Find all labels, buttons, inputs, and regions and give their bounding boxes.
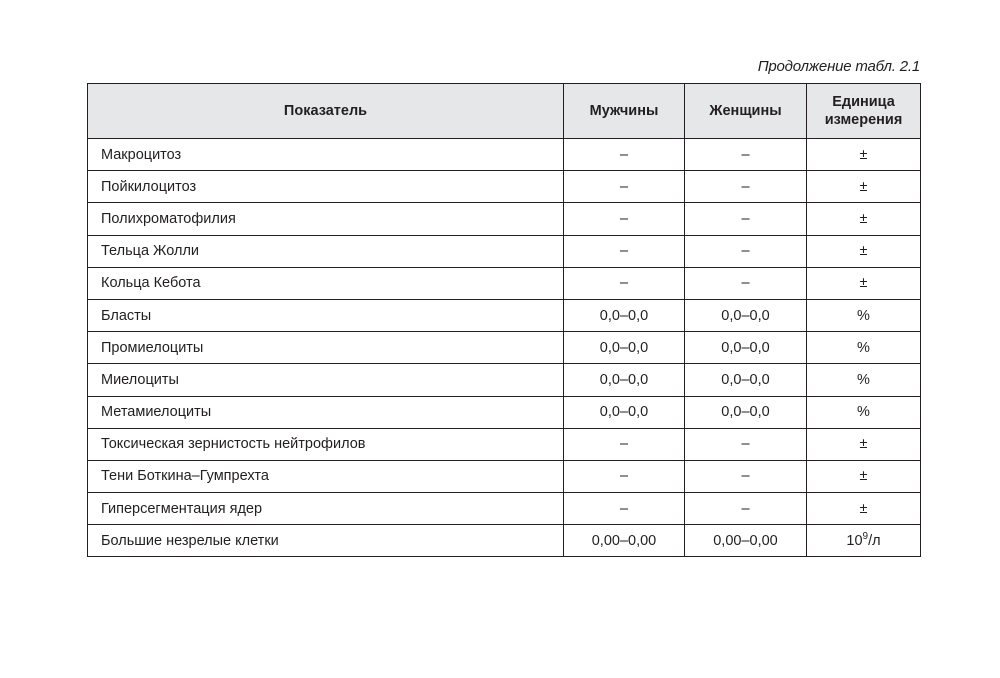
cell-men: 0,00–0,00 (564, 525, 685, 557)
table-row (88, 299, 921, 331)
table-row (88, 428, 921, 460)
header-indicator: Показатель (88, 84, 564, 139)
cell-indicator: Кольца Кебота (88, 267, 564, 299)
cell-men: – (564, 203, 685, 235)
cell-women: – (685, 428, 807, 460)
cell-indicator: Гиперсегментация ядер (88, 493, 564, 525)
cell-men: – (564, 139, 685, 171)
cell-women: 0,0–0,0 (685, 396, 807, 428)
data-table (87, 83, 921, 557)
cell-women: – (685, 203, 807, 235)
table-row (88, 364, 921, 396)
header-row (88, 84, 921, 139)
cell-women: 0,00–0,00 (685, 525, 807, 557)
header-unit-line1: Единица (832, 94, 895, 110)
cell-men: – (564, 171, 685, 203)
unit-base: 10 (846, 532, 863, 549)
cell-unit: ± (807, 428, 921, 460)
table-row (88, 267, 921, 299)
table-row (88, 396, 921, 428)
cell-women: – (685, 267, 807, 299)
cell-unit: % (807, 396, 921, 428)
unit-suffix: /л (868, 532, 881, 549)
cell-indicator: Полихроматофилия (88, 203, 564, 235)
cell-men: – (564, 493, 685, 525)
cell-unit: ± (807, 460, 921, 492)
cell-unit: % (807, 332, 921, 364)
cell-indicator: Миелоциты (88, 364, 564, 396)
cell-women: – (685, 235, 807, 267)
cell-women: – (685, 493, 807, 525)
cell-women: – (685, 171, 807, 203)
cell-indicator: Промиелоциты (88, 332, 564, 364)
table-row (88, 171, 921, 203)
table-row (88, 332, 921, 364)
header-men: Мужчины (564, 84, 685, 139)
cell-indicator: Токсическая зернистость нейтрофилов (88, 428, 564, 460)
cell-indicator: Бласты (88, 299, 564, 331)
cell-men: – (564, 460, 685, 492)
cell-men: – (564, 267, 685, 299)
cell-women: – (685, 460, 807, 492)
cell-men: 0,0–0,0 (564, 364, 685, 396)
cell-women: 0,0–0,0 (685, 332, 807, 364)
cell-unit: ± (807, 235, 921, 267)
header-women: Женщины (685, 84, 807, 139)
cell-unit (807, 525, 921, 557)
cell-unit: ± (807, 493, 921, 525)
cell-men: 0,0–0,0 (564, 396, 685, 428)
table-header (88, 84, 921, 139)
table-caption: Продолжение табл. 2.1 (757, 58, 920, 75)
table-row (88, 460, 921, 492)
header-unit (807, 84, 921, 139)
unit-exponent: 9 (862, 531, 869, 543)
cell-women: 0,0–0,0 (685, 299, 807, 331)
cell-unit: ± (807, 267, 921, 299)
cell-men: 0,0–0,0 (564, 332, 685, 364)
cell-indicator: Большие незрелые клетки (88, 525, 564, 557)
table-row (88, 203, 921, 235)
cell-men: – (564, 235, 685, 267)
cell-unit: % (807, 299, 921, 331)
table-row (88, 525, 921, 557)
cell-indicator: Тельца Жолли (88, 235, 564, 267)
cell-indicator: Тени Боткина–Гумпрехта (88, 460, 564, 492)
cell-indicator: Пойкилоцитоз (88, 171, 564, 203)
cell-unit: ± (807, 171, 921, 203)
header-unit-line2: измерения (824, 112, 903, 128)
table-row (88, 235, 921, 267)
cell-women: 0,0–0,0 (685, 364, 807, 396)
table-body (88, 139, 921, 557)
cell-women: – (685, 139, 807, 171)
cell-indicator: Метамиелоциты (88, 396, 564, 428)
cell-indicator: Макроцитоз (88, 139, 564, 171)
cell-unit: ± (807, 203, 921, 235)
table-row (88, 139, 921, 171)
cell-unit: ± (807, 139, 921, 171)
cell-unit: % (807, 364, 921, 396)
cell-men: – (564, 428, 685, 460)
cell-men: 0,0–0,0 (564, 299, 685, 331)
table-row (88, 493, 921, 525)
